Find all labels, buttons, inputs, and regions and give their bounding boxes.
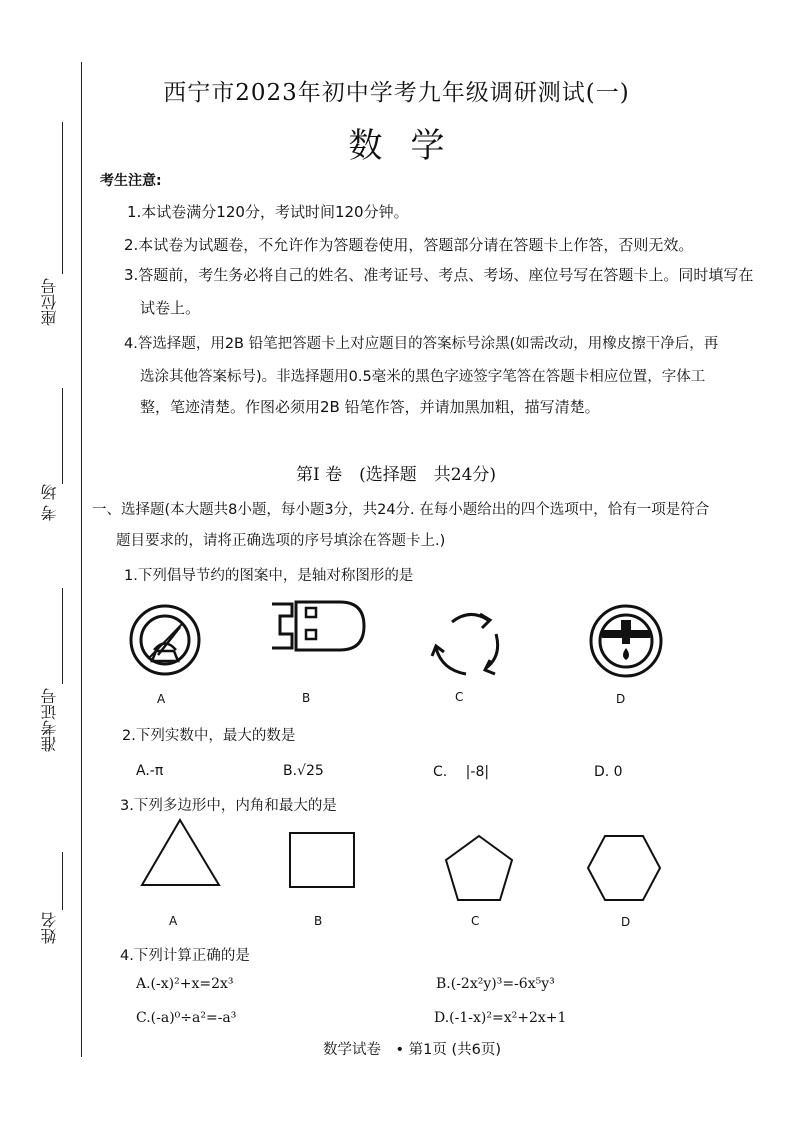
q3-label-d: D xyxy=(621,915,631,929)
q2-option-a: A.-π xyxy=(136,763,164,779)
q2-option-d: D. 0 xyxy=(594,764,623,780)
q3-label-a: A xyxy=(169,914,178,928)
save-food-icon xyxy=(128,603,204,679)
pentagon-shape xyxy=(444,834,514,902)
name-label: 姓名 xyxy=(40,912,59,944)
q2-option-c: C. |-8| xyxy=(433,764,490,780)
name-line xyxy=(62,852,63,910)
q3-label-b: B xyxy=(314,914,323,928)
question-2-stem: 2.下列实数中，最大的数是 xyxy=(122,728,296,744)
q1-label-c: C xyxy=(455,690,464,704)
question-1-stem: 1.下列倡导节约的图案中，是轴对称图形的是 xyxy=(124,568,414,584)
notice-item: 试卷上。 xyxy=(140,299,201,317)
notice-item: 3.答题前，考生务必将自己的姓名、准考证号、考点、考场、座位号写在答题卡上。同时填写在 xyxy=(124,266,754,284)
q4-option-d: D.(-1-x)²=x²+2x+1 xyxy=(434,1010,567,1026)
notice-heading: 考生注意: xyxy=(100,173,162,189)
q1-label-d: D xyxy=(616,692,626,706)
notice-item: 整，笔迹清楚。作图必须用2B 铅笔作答，并请加黑加粗，描写清楚。 xyxy=(140,398,600,416)
q2-option-b: B.√25 xyxy=(283,763,324,779)
notice-item: 2.本试卷为试题卷，不允许作为答题卷使用，答题部分请在答题卡上作答，否则无效。 xyxy=(124,236,694,254)
subject-title: 数学 xyxy=(348,126,473,166)
q3-label-c: C xyxy=(471,914,480,928)
q4-option-a: A.(-x)²+x=2x³ xyxy=(136,976,234,992)
section-intro: 题目要求的，请将正确选项的序号填涂在答题卡上.) xyxy=(116,533,446,549)
ticket-label: 准考证号 xyxy=(40,688,59,752)
exam-title: 西宁市2023年初中学考九年级调研测试(一) xyxy=(163,80,630,106)
page-footer: 数学试卷 • 第1页 (共6页) xyxy=(323,1042,502,1058)
room-line xyxy=(62,388,63,484)
section-intro: 一、选择题(本大题共8小题，每小题3分，共24分. 在每小题给出的四个选项中，恰有一项是符合 xyxy=(92,502,710,518)
water-tap-icon xyxy=(588,604,664,680)
section-title: 第I 卷 (选择题 共24分) xyxy=(296,465,497,485)
binding-line xyxy=(81,62,82,1057)
question-4-stem: 4.下列计算正确的是 xyxy=(120,948,250,964)
q4-option-b: B.(-2x²y)³=-6x⁵y³ xyxy=(436,976,555,992)
q1-label-a: A xyxy=(157,692,166,706)
ticket-line xyxy=(62,588,63,684)
notice-item: 选涂其他答案标号)。非选择题用0.5毫米的黑色字迹签字笔答在答题卡相应位置，字体工 xyxy=(140,369,706,385)
triangle-shape xyxy=(140,818,222,888)
notice-item: 1.本试卷满分120分，考试时间120分钟。 xyxy=(127,203,409,221)
square-shape xyxy=(289,832,357,888)
plug-icon xyxy=(270,600,366,660)
q4-option-c: C.(-a)⁰÷a²=-a³ xyxy=(136,1010,237,1026)
room-label: 考 场 xyxy=(40,484,59,522)
question-3-stem: 3.下列多边形中，内角和最大的是 xyxy=(120,798,337,814)
seat-label: 座位号 xyxy=(40,278,59,326)
recycle-icon xyxy=(430,604,510,680)
q1-label-b: B xyxy=(302,691,311,705)
hexagon-shape xyxy=(586,834,662,902)
notice-item: 4.答选择题，用2B 铅笔把答题卡上对应题目的答案标号涂黑(如需改动，用橡皮擦干净后，再 xyxy=(124,336,719,352)
